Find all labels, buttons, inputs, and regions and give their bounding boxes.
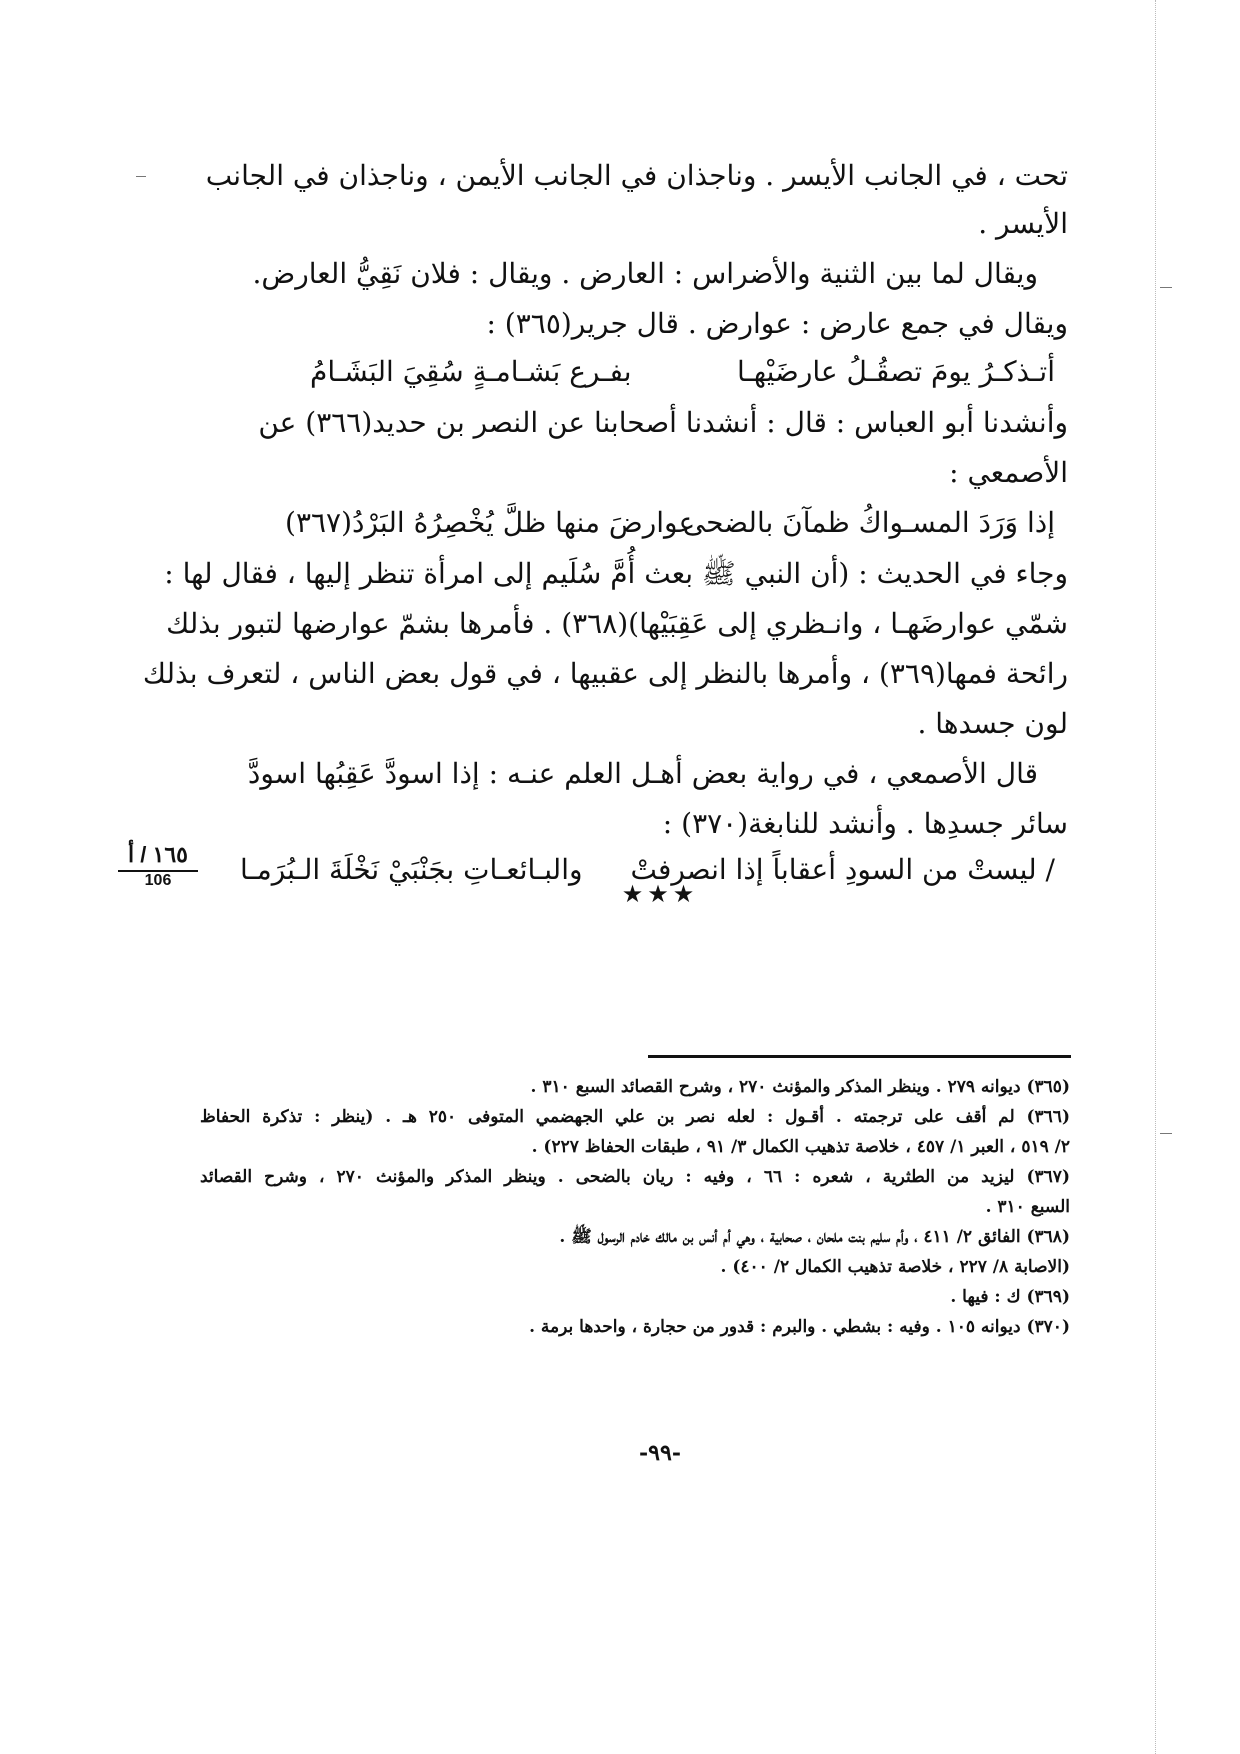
poetry-verse [285, 505, 1055, 541]
text-line: ويقال في جمع عارض : عوارض . قال جرير(٣٦٥) : [486, 307, 1068, 340]
text-line: قال الأصمعي ، في رواية بعض أهـل العلم عنـه : إذا اسودَّ عَقِبُها اسودَّ [247, 757, 1038, 790]
verse-hemistich-left: بفـرع بَشـامـةٍ سُقِيَ البَشَـامُ [310, 355, 632, 388]
folio-manuscript-number: ١٦٥ / أ [118, 842, 198, 872]
text-line: وجاء في الحديث : (أن النبي ﷺ بعث أُمَّ سُلَيم إلى امرأة تنظر إليها ، فقال لها : [164, 557, 1068, 590]
footnote-line: (٣٧٠) ديوانه ١٠٥ . وفيه : بشطي . والبرم : قدور من حجارة ، واحدها برمة . [529, 1317, 1070, 1337]
footnote-line: (٣٦٥) ديوانه ٢٧٩ . وينظر المذكر والمؤنث ٢٧٠ ، وشرح القصائد السبع ٣١٠ . [530, 1077, 1070, 1097]
verse-hemistich-right: / ليستْ من السودِ أعقاباً إذا انصرفتْ [630, 853, 1055, 886]
text-line: رائحة فمها(٣٦٩) ، وأمرها بالنظر إلى عقبيها ، في قول بعض الناس ، لتعرف بذلك [142, 657, 1068, 690]
footnote-line: (الاصابة ٨/ ٢٢٧ ، خلاصة تذهيب الكمال ٢/ ٤٠٠) . [720, 1257, 1070, 1277]
text-line: ويقال لما بين الثنية والأضراس : العارض . ويقال : فلان نَقِيُّ العارض. [252, 257, 1038, 290]
page-number: -٩٩- [639, 1440, 681, 1466]
text-line: وأنشدنا أبو العباس : قال : أنشدنا أصحابنا عن النصر بن حديد(٣٦٦) عن [258, 406, 1068, 439]
poetry-verse [310, 354, 1055, 390]
text-line: سائر جسدِها . وأنشد للنابغة(٣٧٠) : [662, 807, 1068, 840]
verse-hemistich-left: والبـائعـاتِ بجَنْبَيْ نَخْلَةَ الـبُرَمـا [240, 853, 583, 886]
verse-hemistich-right: أتـذكـرُ يومَ تصقُـلُ عارضَيْهـا [736, 355, 1055, 388]
text-line: الأصمعي : [949, 456, 1068, 489]
scan-mark [136, 176, 146, 177]
text-line: لون جسدها . [917, 707, 1068, 740]
footnote-line: السبع ٣١٠ . [985, 1197, 1070, 1217]
footnote-line: (٣٦٧) ليزيد من الطثرية ، شعره : ٦٦ ، وفيه : ريان بالضحى . وينظر المذكر والمؤنث ٢٧٠ ، وشرح القصائد [200, 1167, 1070, 1187]
scan-mark [1160, 1133, 1172, 1134]
scan-edge [1155, 0, 1156, 1754]
footnote-line: (٣٦٨) الفائق ٢/ ٤١١ ، وأم سليم بنت ملحان ، صحابية ، وهي أم أنس بن مالك خادم الرسول ﷺ . [559, 1227, 1070, 1247]
verse-hemistich-left: عوارضَ منها ظلَّ يُخْصِرُهُ البَرْدُ(٣٦٧) [285, 506, 696, 539]
text-line: الأيسر . [978, 207, 1068, 240]
footnote-line: ٢/ ٥١٩ ، العبر ١/ ٤٥٧ ، خلاصة تذهيب الكمال ٣/ ٩١ ، طبقات الحفاظ ٢٢٧) . [531, 1137, 1070, 1157]
footnote-rule [648, 1055, 1071, 1058]
footnote-line: (٣٦٩) ك : فيها . [950, 1287, 1070, 1307]
scan-mark [1160, 287, 1172, 288]
text-line: شمّي عوارضَهـا ، وانـظري إلى عَقِبَيْها)(٣٦٨) . فأمرها بشمّ عوارضها لتبور بذلك [166, 607, 1068, 640]
section-divider-stars: ★★★ [621, 880, 699, 908]
verse-hemistich-right: إذا وَرَدَ المسـواكُ ظمآنَ بالضحى [682, 506, 1055, 539]
text-line: تحت ، في الجانب الأيسر . وناجذان في الجانب الأيمن ، وناجذان في الجانب [205, 159, 1068, 192]
footnote-line: (٣٦٦) لم أقف على ترجمته . أقـول : لعله نصر بن علي الجهضمي المتوفى ٢٥٠ هـ . (ينظر : تذكرة الحفاظ [200, 1107, 1070, 1127]
folio-marker [118, 842, 198, 890]
folio-page-number: 106 [144, 872, 172, 889]
